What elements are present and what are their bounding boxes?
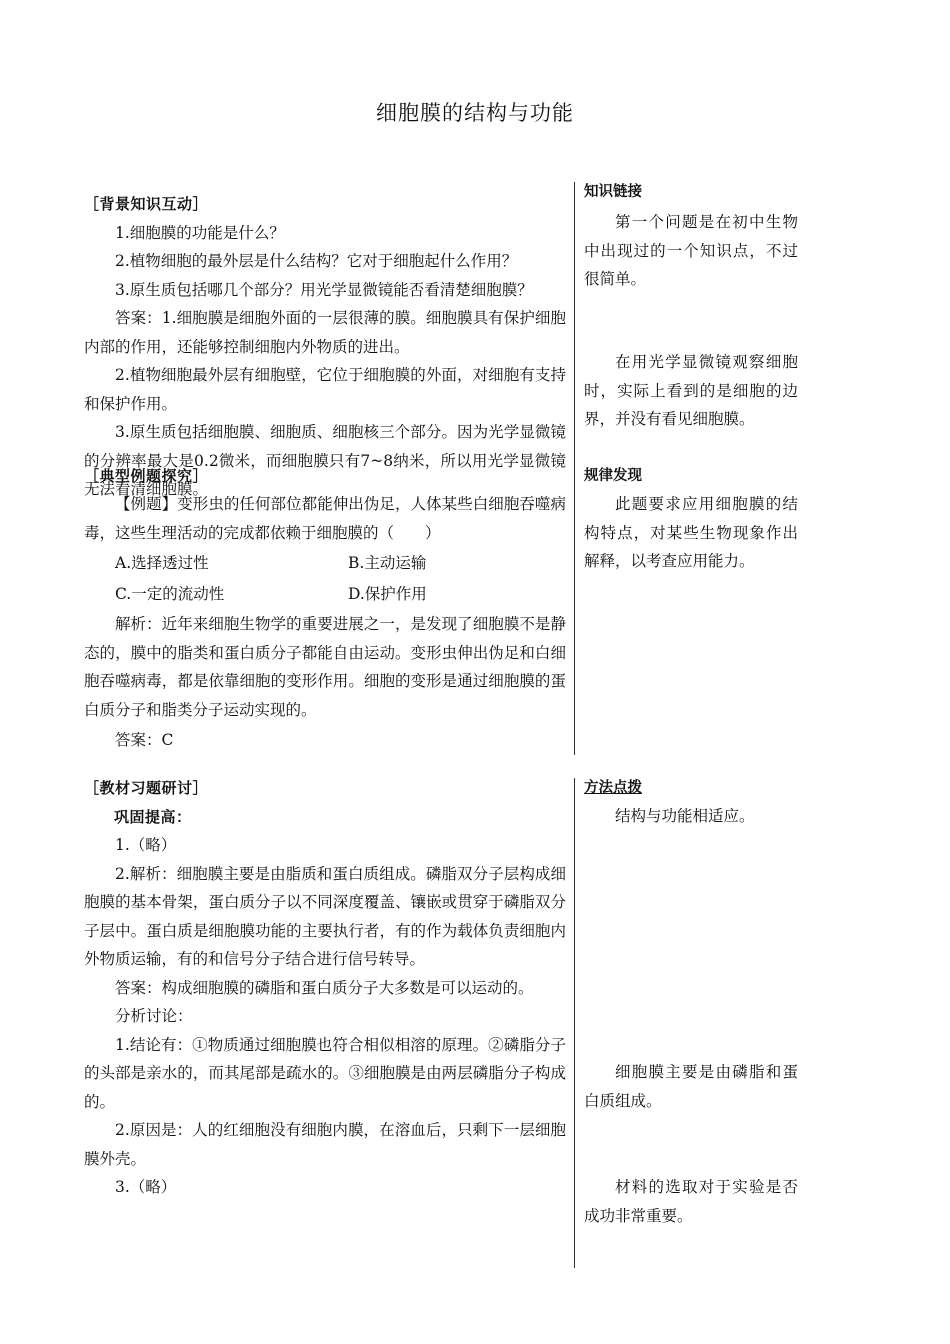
section-heading-background: ［背景知识互动］ <box>84 195 209 213</box>
options-row-1 <box>84 549 566 578</box>
option-b: B.主动运输 <box>348 554 427 572</box>
section-background <box>84 190 566 504</box>
options-row-2 <box>84 580 566 609</box>
example-answer: 答案：C <box>115 731 174 749</box>
section-exercises <box>84 774 566 1202</box>
example-analysis: 解析：近年来细胞生物学的重要进展之一，是发现了细胞膜不是静态的，膜中的脂类和蛋白质分子都能自由运动。变形虫伸出伪足和白细胞吞噬病毒，都是依靠细胞的变形作用。细胞的变形是通过细胞膜的蛋白质分子和脂类分子运动实现的。 <box>84 615 566 719</box>
discussion-3: 3.（略） <box>115 1178 177 1196</box>
sidebar-heading-pattern: 规律发现 <box>584 468 642 484</box>
exercise-1: 1.（略） <box>115 836 177 854</box>
exercise-2: 2.解析：细胞膜主要是由脂质和蛋白质组成。磷脂双分子层构成细胞膜的基本骨架，蛋白质分子以不同深度覆盖、镶嵌或贯穿于磷脂双分子层中。蛋白质是细胞膜功能的主要执行者，有的作为载体负责细胞内外物质运输，有的和信号分子结合进行信号转导。 <box>84 864 566 968</box>
question-3: 3.原生质包括哪几个部分？用光学显微镜能否看清楚细胞膜？ <box>115 280 533 299</box>
discussion-heading: 分析讨论： <box>115 1007 193 1025</box>
answer-3: 3.原生质包括细胞膜、细胞质、细胞核三个部分。因为光学显微镜的分辨率最大是0.2微米，而细胞膜只有7~8纳米，所以用光学显微镜无法看清细胞膜。 <box>84 423 566 498</box>
discussion-1: 1.结论有：①物质通过细胞膜也符合相似相溶的原理。②磷脂分子的头部是亲水的，而其尾部是疏水的。③细胞膜是由两层磷脂分子构成的。 <box>84 1035 566 1111</box>
section-heading-exercises: ［教材习题研讨］ <box>84 779 209 797</box>
sidebar-note-5: 细胞膜主要是由磷脂和蛋白质组成。 <box>584 1063 798 1110</box>
example-question: 【例题】变形虫的任何部位都能伸出伪足，人体某些白细胞吞噬病毒，这些生理活动的完成都依赖于细胞膜的（ ） <box>84 495 566 542</box>
answer-1: 答案：1.细胞膜是细胞外面的一层很薄的膜。细胞膜具有保护细胞内部的作用，还能够控制细胞内外物质的进出。 <box>84 309 566 356</box>
sidebar-note-4: 结构与功能相适应。 <box>615 807 755 825</box>
sidebar-heading-method: 方法点拨 <box>584 780 642 796</box>
question-2: 2.植物细胞的最外层是什么结构？它对于细胞起什么作用？ <box>115 252 518 270</box>
page-title: 细胞膜的结构与功能 <box>376 101 574 125</box>
sidebar-note-2: 在用光学显微镜观察细胞时，实际上看到的是细胞的边界，并没有看见细胞膜。 <box>584 353 798 428</box>
question-1: 1.细胞膜的功能是什么？ <box>115 223 285 242</box>
sidebar-note-6: 材料的选取对于实验是否成功非常重要。 <box>584 1178 798 1225</box>
sidebar-heading-knowledge-link: 知识链接 <box>584 184 642 200</box>
option-c: C.一定的流动性 <box>115 584 225 603</box>
column-divider-bottom <box>574 778 575 1268</box>
answer-2: 2.植物细胞最外层有细胞壁，它位于细胞膜的外面，对细胞有支持和保护作用。 <box>84 366 566 413</box>
column-divider-top <box>574 182 575 755</box>
option-d: D.保护作用 <box>348 584 427 603</box>
exercise-answer: 答案：构成细胞膜的磷脂和蛋白质分子大多数是可以运动的。 <box>115 978 534 997</box>
discussion-2: 2.原因是：人的红细胞没有细胞内膜，在溶血后，只剩下一层细胞膜外壳。 <box>84 1121 566 1168</box>
sidebar-note-3: 此题要求应用细胞膜的结构特点，对某些生物现象作出解释，以考查应用能力。 <box>584 495 798 570</box>
section-heading-example: ［典型例题探究］ <box>84 467 209 485</box>
section-example <box>84 490 566 755</box>
sub-heading-consolidate: 巩固提高： <box>114 807 192 826</box>
sidebar-note-1: 第一个问题是在初中生物中出现过的一个知识点，不过很简单。 <box>584 213 798 288</box>
option-a: A.选择透过性 <box>115 554 209 572</box>
